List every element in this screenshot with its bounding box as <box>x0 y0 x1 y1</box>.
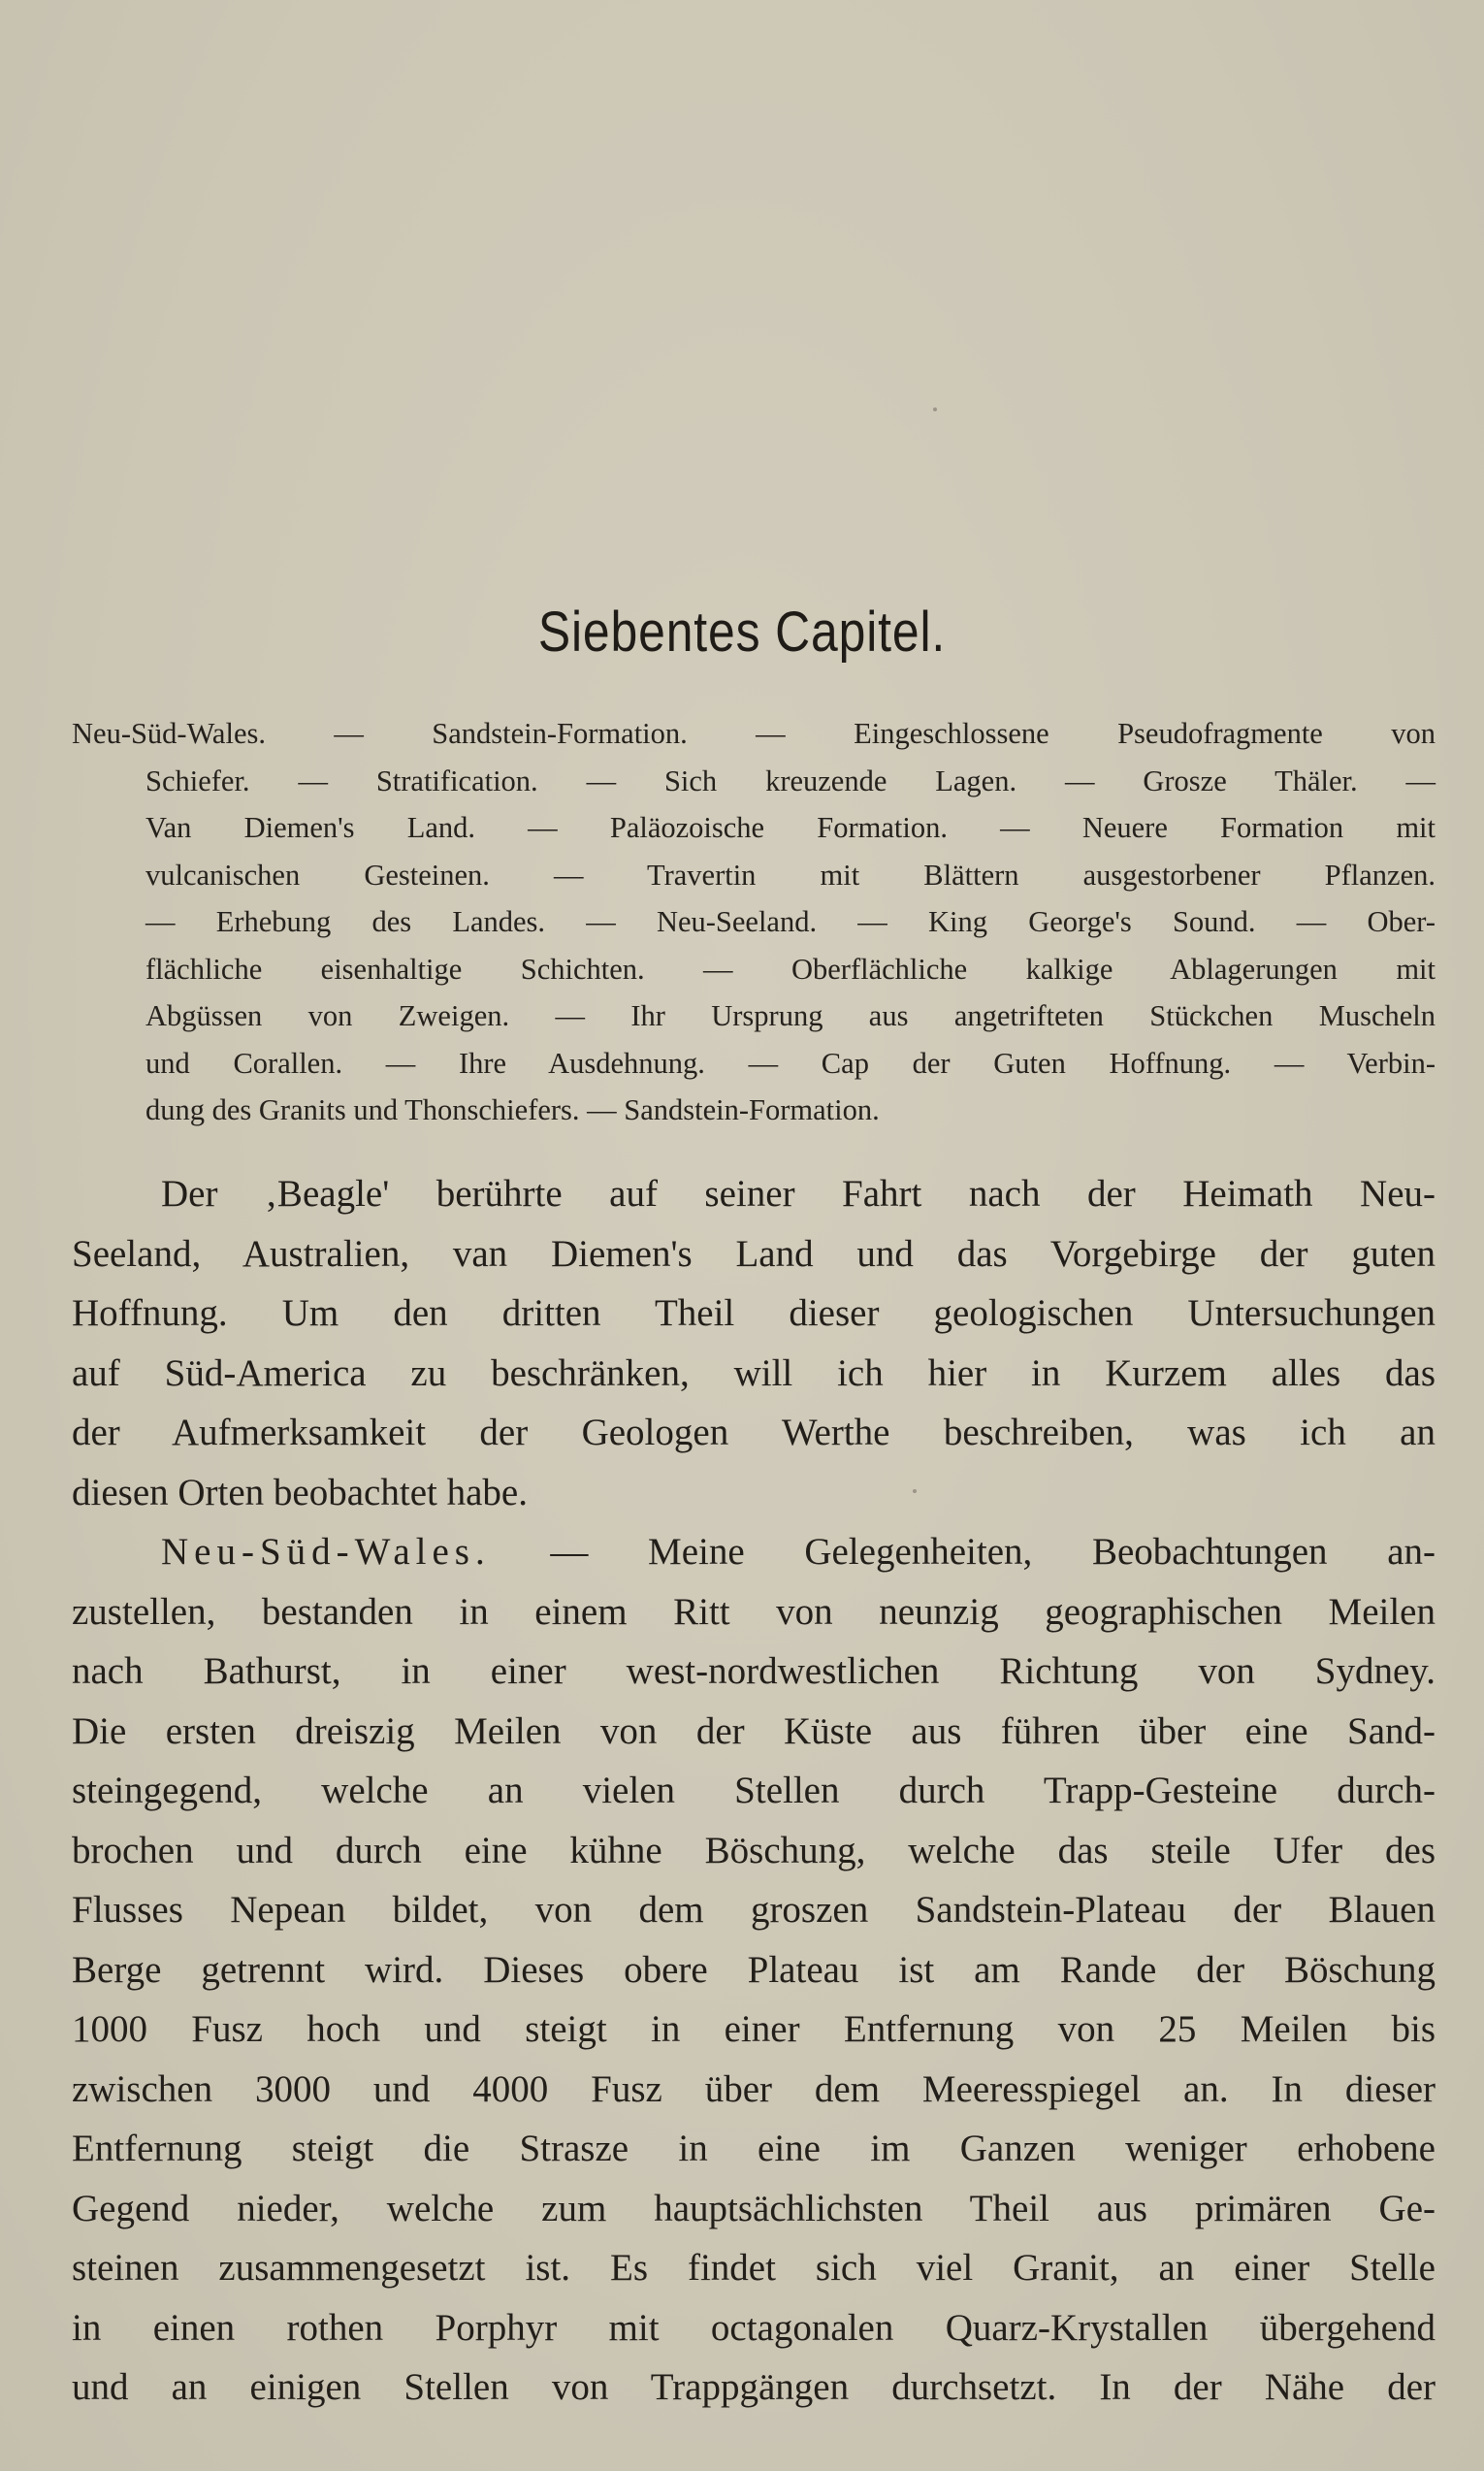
chapter-summary <box>72 710 1436 1134</box>
summary-line: Neu-Süd-Wales. — Sandstein-Formation. — Eingeschlossene Pseudofragmente von <box>72 717 1436 750</box>
summary-line: vulcanischen Gesteinen. — Travertin mit Blättern ausgestorbener Pflanzen. <box>145 858 1436 892</box>
paragraph-intro <box>72 1164 1436 1522</box>
text-line: Der ‚Beagle' berührte auf seiner Fahrt nach der Heimath Neu- <box>161 1173 1436 1215</box>
text-line: Die ersten dreiszig Meilen von der Küste aus führen über eine Sand- <box>72 1709 1436 1752</box>
paragraph-neu-sued-wales <box>72 1522 1436 2418</box>
text-line: auf Süd-America zu beschränken, will ich hier in Kurzem alles das <box>72 1351 1436 1394</box>
summary-line: und Corallen. — Ihre Ausdehnung. — Cap der Guten Hoffnung. — Verbin- <box>145 1046 1436 1080</box>
text-fragment: — Meine Gelegenheiten, Beobachtungen an- <box>490 1531 1436 1573</box>
text-line: Seeland, Australien, van Diemen's Land und das Vorgebirge der guten <box>72 1232 1436 1275</box>
text-line: steinen zusammengesetzt ist. Es findet sich viel Granit, an einer Stelle <box>72 2247 1436 2289</box>
text-line: nach Bathurst, in einer west-nordwestlichen Richtung von Sydney. <box>72 1650 1436 1692</box>
text-line: Entfernung steigt die Strasze in eine im Ganzen weniger erhobene <box>72 2128 1436 2169</box>
text-line: diesen Orten beobachtet habe. <box>72 1471 528 1513</box>
text-line: zustellen, bestanden in einem Ritt von neunzig geographischen Meilen <box>72 1590 1436 1633</box>
summary-line: dung des Granits und Thonschiefers. — Sandstein-Formation. <box>145 1093 880 1126</box>
summary-line: Abgüssen von Zweigen. — Ihr Ursprung aus angetrifteten Stückchen Muscheln <box>145 999 1436 1032</box>
summary-line: — Erhebung des Landes. — Neu-Seeland. — King George's Sound. — Ober- <box>145 905 1436 938</box>
paper-speck <box>933 407 937 411</box>
summary-line: Schiefer. — Stratification. — Sich kreuzende Lagen. — Grosze Thäler. — <box>145 764 1436 797</box>
chapter-title: Siebentes Capitel. <box>537 601 947 664</box>
text-line: Hoffnung. Um den dritten Theil dieser geologischen Untersuchungen <box>72 1292 1436 1334</box>
text-line: steingegend, welche an vielen Stellen durch Trapp-Gesteine durch- <box>72 1770 1436 1811</box>
text-line: Berge getrennt wird. Dieses obere Plateau ist am Rande der Böschung <box>72 1948 1436 1991</box>
text-line: und an einigen Stellen von Trappgängen durchsetzt. In der Nähe der <box>72 2366 1436 2408</box>
text-line: Gegend nieder, welche zum hauptsächlichsten Theil aus primären Ge- <box>72 2187 1436 2229</box>
text-line: brochen und durch eine kühne Böschung, welche das steile Ufer des <box>72 1829 1436 1871</box>
body-text <box>72 1164 1436 2418</box>
text-line <box>72 1522 1436 1582</box>
text-line: 1000 Fusz hoch und steigt in einer Entfernung von 25 Meilen bis <box>72 2008 1436 2050</box>
text-line: zwischen 3000 und 4000 Fusz über dem Meeresspiegel an. In dieser <box>72 2067 1436 2110</box>
text-line: der Aufmerksamkeit der Geologen Werthe beschreiben, was ich an <box>72 1412 1436 1453</box>
summary-line: flächliche eisenhaltige Schichten. — Oberflächliche kalkige Ablagerungen mit <box>145 952 1436 986</box>
text-line: Flusses Nepean bildet, von dem groszen Sandstein-Plateau der Blauen <box>72 1889 1436 1931</box>
section-heading: Neu-Süd-Wales. <box>161 1531 491 1573</box>
text-line: in einen rothen Porphyr mit octagonalen Quarz-Krystallen übergehend <box>72 2306 1436 2349</box>
summary-line: Van Diemen's Land. — Paläozoische Formation. — Neuere Formation mit <box>145 811 1436 844</box>
